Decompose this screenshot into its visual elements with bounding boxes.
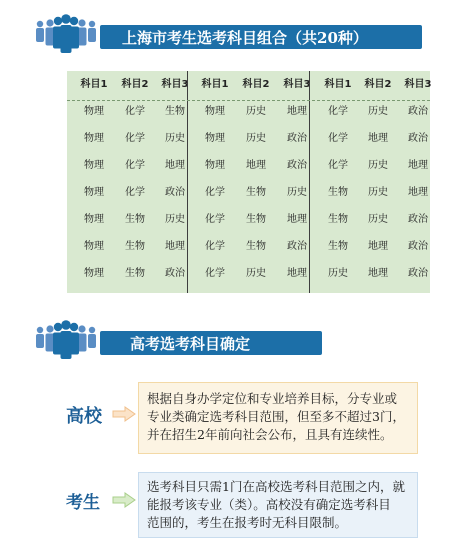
table-cell: 化学 [205, 241, 225, 252]
section-title-determination: 高考选考科目确定 [100, 331, 322, 355]
table-cell: 化学 [328, 160, 348, 171]
header-divider [67, 100, 430, 101]
table-cell: 物理 [84, 160, 104, 171]
table-cell: 政治 [287, 241, 307, 252]
table-cell: 地理 [165, 241, 185, 252]
university-rule-line: 专业类确定选考科目范围，但至多不超过3门， [147, 409, 405, 424]
table-cell: 物理 [84, 106, 104, 117]
table-cell: 生物 [328, 241, 348, 252]
table-cell: 生物 [328, 187, 348, 198]
student-label: 考生 [66, 493, 100, 513]
table-cell: 化学 [328, 133, 348, 144]
table-cell: 生物 [125, 268, 145, 279]
table-cell: 化学 [205, 187, 225, 198]
section-title-combinations: 上海市考生选考科目组合（共20种） [100, 25, 422, 49]
table-cell: 化学 [125, 160, 145, 171]
table-cell: 地理 [287, 268, 307, 279]
table-cell: 化学 [125, 133, 145, 144]
table-cell: 历史 [246, 106, 266, 117]
table-cell: 历史 [246, 268, 266, 279]
university-rule-box [138, 382, 418, 454]
table-header-cell: 科目3 [161, 79, 189, 90]
table-cell: 历史 [368, 106, 388, 117]
table-cell: 地理 [408, 187, 428, 198]
table-cell: 化学 [125, 187, 145, 198]
table-cell: 化学 [125, 106, 145, 117]
table-cell: 地理 [368, 268, 388, 279]
table-cell: 地理 [287, 214, 307, 225]
table-cell: 生物 [165, 106, 185, 117]
table-cell: 生物 [125, 214, 145, 225]
table-header-cell: 科目2 [121, 79, 149, 90]
table-cell: 地理 [408, 160, 428, 171]
table-cell: 物理 [84, 268, 104, 279]
table-header-cell: 科目3 [404, 79, 432, 90]
table-header-cell: 科目2 [364, 79, 392, 90]
student-rule-line: 范围的，考生在报考时无科目限制。 [147, 515, 348, 530]
table-cell: 政治 [287, 160, 307, 171]
group-divider [187, 71, 188, 293]
table-cell: 历史 [368, 214, 388, 225]
table-cell: 历史 [246, 133, 266, 144]
table-cell: 生物 [125, 241, 145, 252]
university-rule-line: 并在招生2年前向社会公布，且具有连续性。 [147, 427, 393, 442]
table-cell: 物理 [84, 241, 104, 252]
table-cell: 地理 [246, 160, 266, 171]
table-header-cell: 科目1 [201, 79, 229, 90]
table-cell: 生物 [246, 187, 266, 198]
table-cell: 政治 [165, 187, 185, 198]
table-header-cell: 科目1 [324, 79, 352, 90]
table-cell: 历史 [368, 187, 388, 198]
table-header-cell: 科目3 [283, 79, 311, 90]
table-cell: 地理 [368, 241, 388, 252]
table-cell: 物理 [205, 160, 225, 171]
subject-combination-table [67, 71, 430, 293]
people-group-icon [34, 14, 98, 56]
table-cell: 物理 [205, 133, 225, 144]
table-cell: 地理 [368, 133, 388, 144]
table-cell: 政治 [408, 241, 428, 252]
university-rule-line: 根据自身办学定位和专业培养目标，分专业或 [147, 391, 398, 406]
arrow-right-icon [112, 406, 136, 422]
table-cell: 地理 [165, 160, 185, 171]
table-cell: 物理 [84, 214, 104, 225]
table-header-cell: 科目1 [80, 79, 108, 90]
arrow-right-icon [112, 492, 136, 508]
table-cell: 物理 [205, 106, 225, 117]
table-cell: 政治 [408, 106, 428, 117]
table-cell: 物理 [84, 133, 104, 144]
table-cell: 历史 [368, 160, 388, 171]
table-cell: 化学 [205, 268, 225, 279]
table-cell: 历史 [165, 133, 185, 144]
people-group-icon [34, 320, 98, 362]
table-cell: 化学 [205, 214, 225, 225]
table-cell: 生物 [328, 214, 348, 225]
table-cell: 政治 [287, 133, 307, 144]
group-divider [309, 71, 310, 293]
table-cell: 化学 [328, 106, 348, 117]
table-cell: 历史 [165, 214, 185, 225]
student-rule-box [138, 472, 418, 538]
table-cell: 物理 [84, 187, 104, 198]
table-cell: 生物 [246, 214, 266, 225]
table-header-cell: 科目2 [242, 79, 270, 90]
table-cell: 政治 [408, 268, 428, 279]
table-cell: 历史 [287, 187, 307, 198]
table-cell: 政治 [165, 268, 185, 279]
table-cell: 生物 [246, 241, 266, 252]
table-cell: 政治 [408, 133, 428, 144]
table-cell: 历史 [328, 268, 348, 279]
student-rule-line: 能报考该专业（类）。高校没有确定选考科目 [147, 497, 391, 512]
university-label: 高校 [66, 406, 102, 427]
table-cell: 政治 [408, 214, 428, 225]
student-rule-line: 选考科目只需1门在高校选考科目范围之内，就 [147, 479, 405, 494]
table-cell: 地理 [287, 106, 307, 117]
